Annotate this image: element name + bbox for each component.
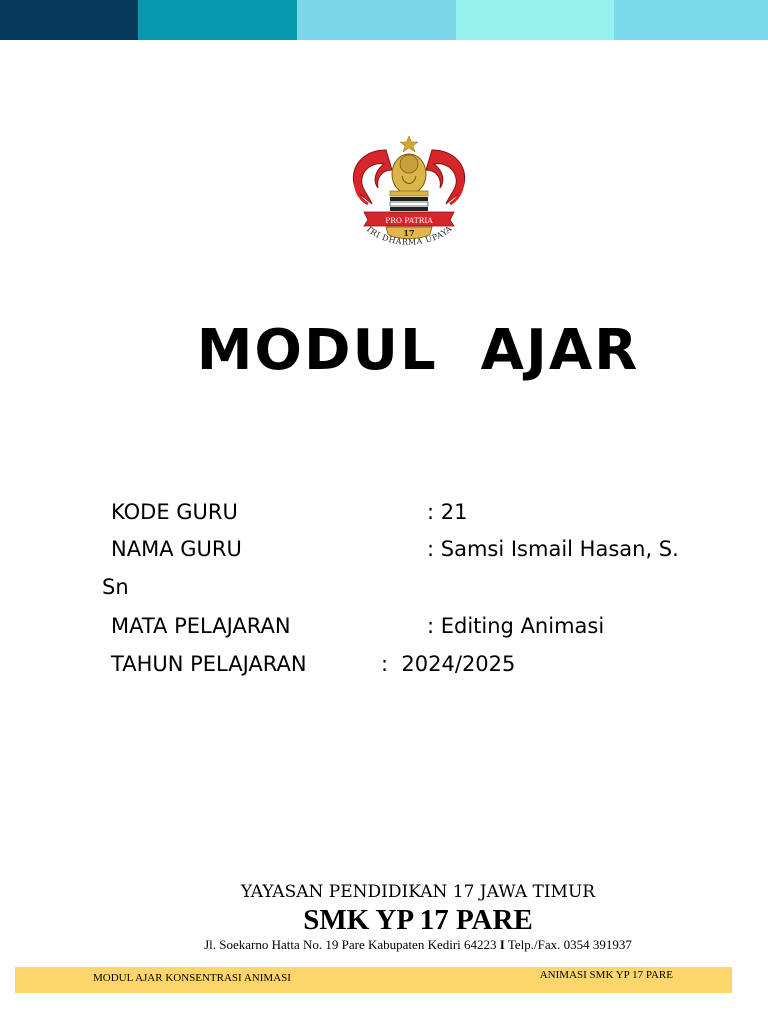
nama-guru-value-wrap: Sn — [102, 575, 129, 599]
header-bar-segment — [456, 0, 614, 40]
header-bar-segment — [138, 0, 297, 40]
header-bar-segment — [297, 0, 456, 40]
motto-banner-text: PRO PATRIA — [385, 216, 433, 225]
school-address — [0, 937, 768, 953]
emblem-motto: TRI DHARMA UPAYA — [364, 224, 454, 247]
school-emblem-icon — [346, 134, 472, 264]
header-bar-segment — [0, 0, 138, 40]
mata-pelajaran-value: : Editing Animasi — [427, 614, 605, 638]
header-color-bar — [0, 0, 768, 40]
kode-guru-value: : 21 — [427, 500, 468, 524]
nama-guru-value: : Samsi Ismail Hasan, S. — [427, 537, 679, 561]
emblem-number: 17 — [403, 228, 415, 238]
address-separator: I — [499, 937, 505, 952]
footer-right-text: ANIMASI SMK YP 17 PARE — [539, 969, 673, 981]
nama-guru-label: NAMA GURU — [111, 537, 242, 561]
foundation-name: YAYASAN PENDIDIKAN 17 JAWA TIMUR — [240, 882, 596, 902]
header-bar-segment — [614, 0, 768, 40]
footer-left-text: MODUL AJAR KONSENTRASI ANIMASI — [93, 972, 291, 984]
tahun-pelajaran-value: : 2024/2025 — [381, 652, 516, 676]
page-title: MODUL AJAR — [196, 318, 640, 383]
address-part: Jl. Soekarno Hatta No. 19 Pare Kabupaten Kediri 64223 — [204, 937, 500, 952]
page-footer — [15, 967, 732, 993]
tahun-pelajaran-label: TAHUN PELAJARAN — [111, 652, 307, 676]
address-phone: Telp./Fax. 0354 391937 — [504, 937, 632, 952]
kode-guru-label: KODE GURU — [111, 500, 238, 524]
mata-pelajaran-label: MATA PELAJARAN — [111, 614, 291, 638]
school-name: SMK YP 17 PARE — [303, 904, 533, 936]
